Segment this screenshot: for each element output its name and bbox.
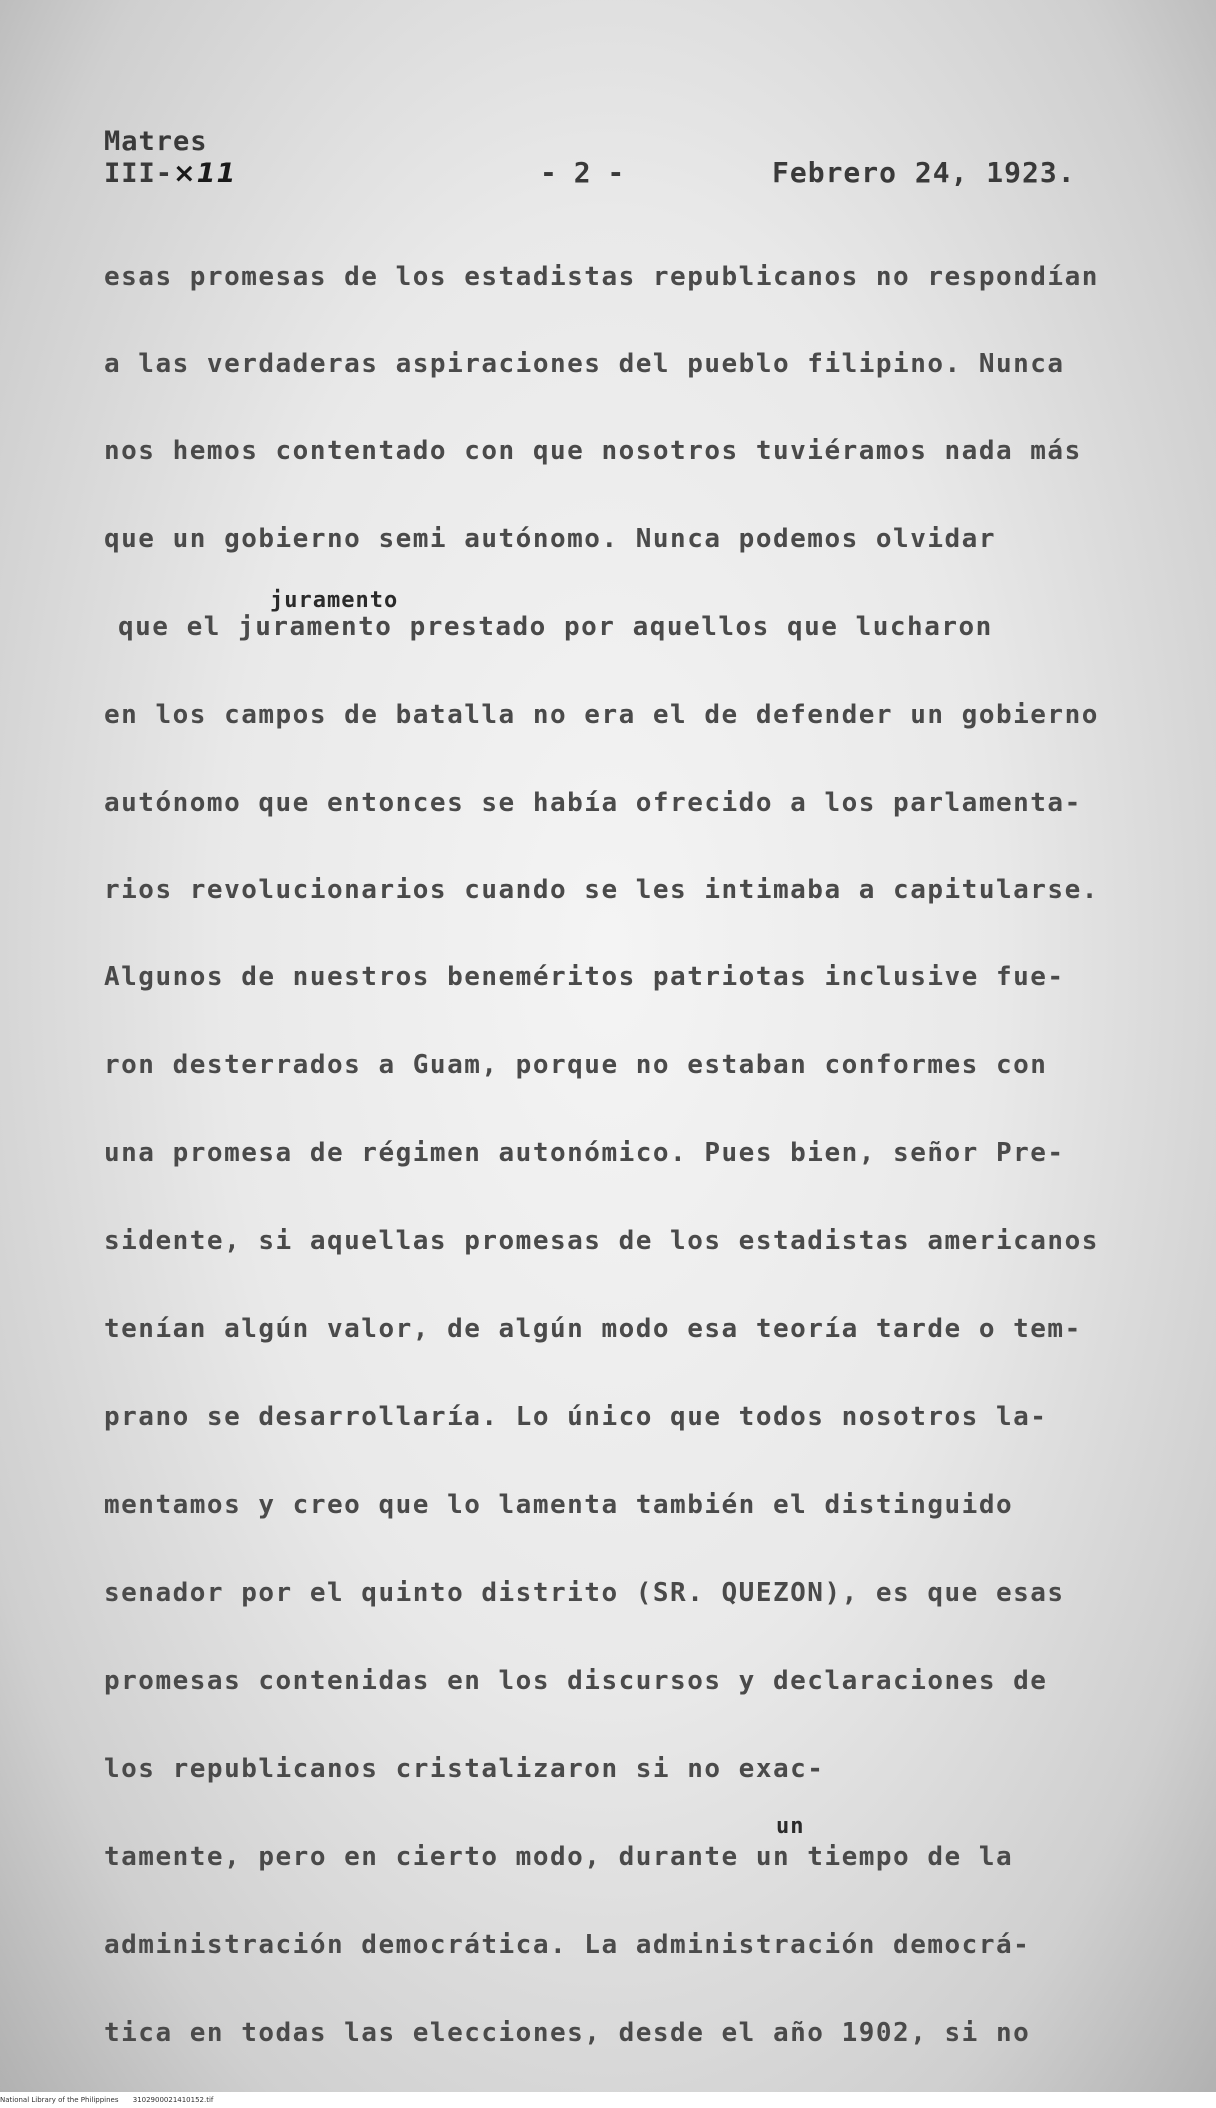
text-line: una promesa de régimen autonómico. Pues bien, señor Pre- — [104, 1138, 1065, 1168]
text-line: promesas contenidas en los discursos y declaraciones de — [104, 1666, 1048, 1696]
text-line: tamente, pero en cierto modo, durante un tiempo de la — [104, 1842, 1014, 1872]
handwritten-insertion-juramento: juramento — [270, 588, 399, 613]
text-line: autónomo que entonces se había ofrecido a los parlamenta- — [104, 788, 1082, 818]
text-line: rios revolucionarios cuando se les intimaba a capitularse. — [104, 875, 1099, 905]
text-line: administración democrática. La administración democrá- — [104, 1930, 1031, 1960]
footer-institution: National Library of the Philippines — [0, 2096, 119, 2104]
scan-footer — [0, 2092, 1216, 2108]
text-line: prano se desarrollaría. Lo único que todos nosotros la- — [104, 1402, 1048, 1432]
text-line: en los campos de batalla no era el de defender un gobierno — [104, 700, 1099, 730]
reference-code-typed: III- — [104, 158, 174, 189]
text-line: Algunos de nuestros beneméritos patriotas inclusive fue- — [104, 962, 1065, 992]
reference-code — [104, 126, 236, 190]
reference-line-1: Matres — [104, 126, 208, 157]
text-line: los republicanos cristalizaron si no exac- — [104, 1754, 825, 1784]
text-line: esas promesas de los estadistas republicanos no respondían — [104, 262, 1099, 292]
reference-code-handwritten: ×11 — [173, 158, 237, 189]
text-line: tica en todas las elecciones, desde el año 1902, si no — [104, 2018, 1031, 2048]
handwritten-insertion-un: un — [776, 1814, 805, 1839]
footer-file-id: 3102900021410152.tif — [132, 2096, 214, 2104]
text-line: a las verdaderas aspiraciones del pueblo filipino. Nunca — [104, 349, 1065, 379]
reference-line-2 — [104, 158, 236, 190]
document-date: Febrero 24, 1923. — [772, 156, 1076, 189]
text-line: sidente, si aquellas promesas de los estadistas americanos — [104, 1226, 1099, 1256]
text-line: mentamos y creo que lo lamenta también el distinguido — [104, 1490, 1014, 1520]
text-line: que un gobierno semi autónomo. Nunca podemos olvidar — [104, 524, 996, 554]
text-line: senador por el quinto distrito (SR. QUEZON), es que esas — [104, 1578, 1065, 1608]
page-number: - 2 - — [540, 156, 625, 189]
text-line: tenían algún valor, de algún modo esa teoría tarde o tem- — [104, 1314, 1082, 1344]
text-line: ron desterrados a Guam, porque no estaban conformes con — [104, 1050, 1048, 1080]
text-line: que el juramento prestado por aquellos que lucharon — [118, 612, 993, 642]
text-line: nos hemos contentado con que nosotros tuviéramos nada más — [104, 436, 1082, 466]
